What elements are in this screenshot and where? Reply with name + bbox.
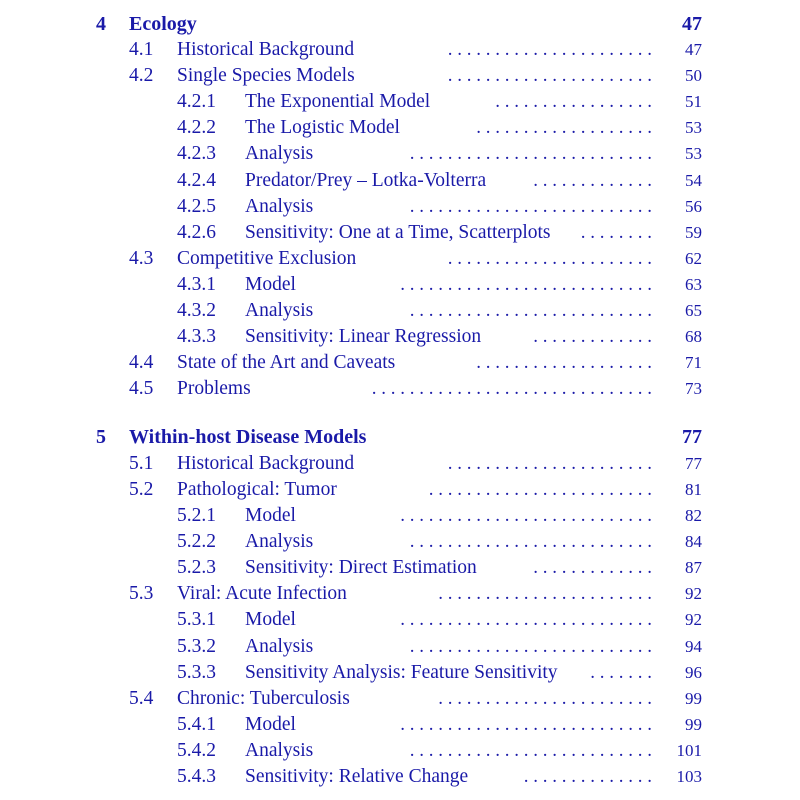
toc-entry-title[interactable]: Analysis	[245, 194, 317, 220]
toc-entry-title[interactable]: Sensitivity: One at a Time, Scatterplots	[245, 220, 555, 246]
toc-entry-number: 4.2.3	[177, 143, 216, 164]
toc-entry-page-number[interactable]: 71	[685, 353, 702, 372]
toc-entry-page-number[interactable]: 51	[685, 92, 702, 111]
toc-leader-dots: . . . . . . . . . . . . . . . . . . . . . . . . . .	[409, 143, 652, 164]
toc-subsection-entry[interactable]	[0, 712, 800, 738]
toc-entry-title[interactable]: Sensitivity Analysis: Feature Sensitivity	[245, 660, 562, 686]
toc-leader-dots: . . . . . . . . . . . . . . . . . . .	[476, 117, 652, 138]
toc-leader-dots: . . . . . . . . . . . . . . . . . . . . . .	[447, 39, 652, 60]
toc-entry-number: 5.2	[129, 479, 154, 500]
toc-section-entry[interactable]	[0, 37, 800, 63]
toc-entry-title[interactable]: Analysis	[245, 298, 317, 324]
toc-entry-title[interactable]: Historical Background	[177, 37, 358, 63]
toc-subsection-entry[interactable]	[0, 194, 800, 220]
toc-entry-title[interactable]: Predator/Prey – Lotka-Volterra	[245, 168, 490, 194]
toc-entry-number: 4.3.2	[177, 300, 216, 321]
toc-subsection-entry[interactable]	[0, 503, 800, 529]
toc-entry-number: 5.3.1	[177, 609, 216, 630]
toc-subsection-entry[interactable]	[0, 115, 800, 141]
toc-entry-page-number[interactable]: 68	[685, 327, 702, 346]
toc-entry-number: 5.2.3	[177, 557, 216, 578]
toc-leader-dots: . . . . . . . .	[580, 222, 652, 243]
toc-leader-dots: . . . . . . . . . . . . . . . . . . . . . . .	[438, 583, 652, 604]
toc-subsection-entry[interactable]	[0, 660, 800, 686]
toc-entry-page-number[interactable]: 77	[685, 454, 702, 473]
toc-entry-page-number[interactable]: 99	[685, 715, 702, 734]
toc-subsection-entry[interactable]	[0, 555, 800, 581]
toc-leader-dots: . . . . . . . . . . . . . . . . . . . . . . . . . .	[409, 196, 652, 217]
toc-entry-page-number[interactable]: 82	[685, 506, 702, 525]
toc-leader-dots: . . . . . . . . . . . . . . . . . . . . . . . .	[428, 479, 652, 500]
toc-entry-title[interactable]: Model	[245, 503, 300, 529]
toc-entry-page-number[interactable]: 99	[685, 689, 702, 708]
toc-section-entry[interactable]	[0, 376, 800, 402]
toc-entry-page-number[interactable]: 53	[685, 144, 702, 163]
toc-leader-dots: . . . . . . . . . . . . . .	[523, 766, 652, 787]
toc-entry-page-number[interactable]: 54	[685, 171, 702, 190]
toc-entry-page-number[interactable]: 56	[685, 197, 702, 216]
toc-leader-dots: . . . . . . . . . . . . . . . . . . . . . . . . . .	[409, 636, 652, 657]
toc-entry-title[interactable]: Competitive Exclusion	[177, 246, 360, 272]
toc-entry-title[interactable]: Model	[245, 272, 300, 298]
toc-entry-page-number[interactable]: 77	[682, 426, 702, 448]
toc-entry-number: 5.4.3	[177, 766, 216, 787]
toc-entry-number: 5.4.1	[177, 714, 216, 735]
toc-subsection-entry[interactable]	[0, 607, 800, 633]
toc-chapter-entry[interactable]	[0, 424, 800, 450]
toc-entry-title[interactable]: Sensitivity: Linear Regression	[245, 324, 485, 350]
toc-section-entry[interactable]	[0, 350, 800, 376]
toc-entry-number: 5.3.2	[177, 636, 216, 657]
toc-entry-page-number[interactable]: 87	[685, 558, 702, 577]
toc-entry-page-number[interactable]: 53	[685, 118, 702, 137]
toc-entry-title[interactable]: Single Species Models	[177, 63, 359, 89]
toc-entry-page-number[interactable]: 65	[685, 301, 702, 320]
toc-entry-title[interactable]: Model	[245, 607, 300, 633]
toc-entry-number: 5.4.2	[177, 740, 216, 761]
toc-entry-page-number[interactable]: 101	[676, 741, 702, 760]
toc-entry-title[interactable]: Analysis	[245, 529, 317, 555]
toc-entry-page-number[interactable]: 103	[676, 767, 702, 786]
toc-entry-title[interactable]: Problems	[177, 376, 255, 402]
toc-entry-page-number[interactable]: 92	[685, 610, 702, 629]
toc-entry-number: 5.2.2	[177, 531, 216, 552]
toc-entry-page-number[interactable]: 59	[685, 223, 702, 242]
toc-leader-dots: . . . . . . . . . . . . . . . . . . . . . . . . . .	[409, 300, 652, 321]
toc-leader-dots: . . . . . . . . . . . . . . . . . . . . . . . . . . . . . .	[371, 378, 652, 399]
toc-entry-number: 5.3	[129, 583, 154, 604]
toc-entry-page-number[interactable]: 96	[685, 663, 702, 682]
toc-subsection-entry[interactable]	[0, 298, 800, 324]
toc-entry-page-number[interactable]: 81	[685, 480, 702, 499]
toc-entry-page-number[interactable]: 73	[685, 379, 702, 398]
toc-section-entry[interactable]	[0, 686, 800, 712]
toc-leader-dots: . . . . . . . . . . . . . . . . . . . . . .	[447, 248, 652, 269]
toc-entry-title[interactable]: Analysis	[245, 738, 317, 764]
toc-entry-page-number[interactable]: 47	[685, 40, 702, 59]
toc-entry-title[interactable]: The Logistic Model	[245, 115, 404, 141]
toc-leader-dots: . . . . . . . . . . . . . . . . . . . . . . .	[438, 688, 652, 709]
toc-entry-title[interactable]: Historical Background	[177, 451, 358, 477]
toc-subsection-entry[interactable]	[0, 634, 800, 660]
toc-leader-dots: . . . . . . . . . . . . . . . . . . . . . . . . . .	[409, 740, 652, 761]
toc-entry-number: 4.2.4	[177, 170, 216, 191]
toc-entry-title[interactable]: State of the Art and Caveats	[177, 350, 399, 376]
toc-entry-number: 4.3	[129, 248, 154, 269]
toc-entry-number: 4.2.6	[177, 222, 216, 243]
toc-leader-dots: . . . . . . . . . . . . . . . . . . . . . . . . . .	[409, 531, 652, 552]
toc-entry-page-number[interactable]: 92	[685, 584, 702, 603]
toc-entry-number: 4.2	[129, 65, 154, 86]
toc-section-entry[interactable]	[0, 246, 800, 272]
toc-entry-number: 4.4	[129, 352, 154, 373]
toc-subsection-entry[interactable]	[0, 220, 800, 246]
toc-entry-number: 4.5	[129, 378, 154, 399]
toc-leader-dots: . . . . . . . . . . . . .	[533, 557, 652, 578]
toc-leader-dots: . . . . . . .	[590, 662, 652, 683]
toc-entry-page-number[interactable]: 84	[685, 532, 702, 551]
toc-entry-number: 4.2.2	[177, 117, 216, 138]
toc-entry-number: 4.3.3	[177, 326, 216, 347]
toc-entry-number: 5	[96, 426, 106, 448]
toc-entry-title[interactable]: Analysis	[245, 141, 317, 167]
toc-entry-title[interactable]: Pathological: Tumor	[177, 477, 341, 503]
toc-leader-dots: . . . . . . . . . . . . . . . . . . .	[476, 352, 652, 373]
toc-entry-page-number[interactable]: 63	[685, 275, 702, 294]
toc-leader-dots: . . . . . . . . . . . . . . . . .	[495, 91, 652, 112]
toc-entry-title[interactable]: Viral: Acute Infection	[177, 581, 351, 607]
toc-subsection-entry[interactable]	[0, 738, 800, 764]
toc-entry-number: 4.3.1	[177, 274, 216, 295]
toc-entry-number: 4.2.1	[177, 91, 216, 112]
toc-section-entry[interactable]	[0, 63, 800, 89]
toc-entry-title[interactable]: Chronic: Tuberculosis	[177, 686, 354, 712]
toc-leader-dots: . . . . . . . . . . . . . . . . . . . . . . . . . . .	[400, 714, 652, 735]
toc-subsection-entry[interactable]	[0, 764, 800, 790]
toc-entry-number: 5.3.3	[177, 662, 216, 683]
toc-leader-dots: . . . . . . . . . . . . . . . . . . . . . .	[447, 453, 652, 474]
toc-section-entry[interactable]	[0, 451, 800, 477]
toc-subsection-entry[interactable]	[0, 272, 800, 298]
toc-leader-dots: . . . . . . . . . . . . . . . . . . . . . . . . . . .	[400, 274, 652, 295]
toc-entry-page-number[interactable]: 62	[685, 249, 702, 268]
toc-subsection-entry[interactable]	[0, 141, 800, 167]
toc-chapter-entry[interactable]	[0, 11, 800, 37]
toc-leader-dots: . . . . . . . . . . . . . . . . . . . . . .	[447, 65, 652, 86]
toc-subsection-entry[interactable]	[0, 529, 800, 555]
toc-entry-title[interactable]: The Exponential Model	[245, 89, 434, 115]
toc-entry-title[interactable]: Ecology	[129, 11, 201, 37]
toc-subsection-entry[interactable]	[0, 168, 800, 194]
toc-entry-title[interactable]: Analysis	[245, 634, 317, 660]
toc-section-entry[interactable]	[0, 477, 800, 503]
toc-entry-number: 4	[96, 13, 106, 35]
toc-entry-number: 5.4	[129, 688, 154, 709]
toc-leader-dots: . . . . . . . . . . . . .	[533, 170, 652, 191]
toc-section-entry[interactable]	[0, 581, 800, 607]
toc-entry-title[interactable]: Within-host Disease Models	[129, 424, 370, 450]
toc-subsection-entry[interactable]	[0, 89, 800, 115]
toc-leader-dots: . . . . . . . . . . . . . . . . . . . . . . . . . . .	[400, 505, 652, 526]
toc-entry-title[interactable]: Sensitivity: Direct Estimation	[245, 555, 481, 581]
toc-leader-dots: . . . . . . . . . . . . .	[533, 326, 652, 347]
toc-entry-number: 4.1	[129, 39, 154, 60]
toc-entry-page-number[interactable]: 47	[682, 13, 702, 35]
toc-entry-title[interactable]: Sensitivity: Relative Change	[245, 764, 472, 790]
toc-subsection-entry[interactable]	[0, 324, 800, 350]
toc-leader-dots: . . . . . . . . . . . . . . . . . . . . . . . . . . .	[400, 609, 652, 630]
toc-entry-number: 4.2.5	[177, 196, 216, 217]
toc-entry-number: 5.2.1	[177, 505, 216, 526]
toc-entry-page-number[interactable]: 94	[685, 637, 702, 656]
toc-entry-title[interactable]: Model	[245, 712, 300, 738]
toc-entry-number: 5.1	[129, 453, 154, 474]
toc-entry-page-number[interactable]: 50	[685, 66, 702, 85]
